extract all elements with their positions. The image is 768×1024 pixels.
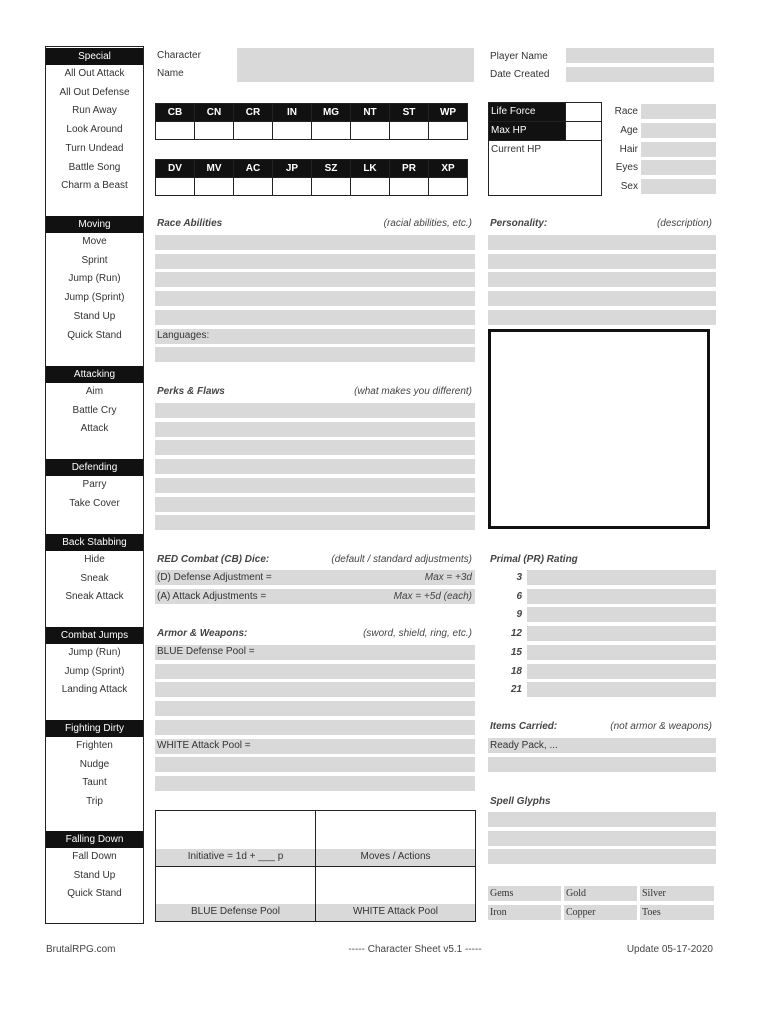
stat-value-cell[interactable] [390, 122, 429, 140]
primal-level: 12 [510, 628, 522, 640]
perk-flaw-row[interactable] [155, 478, 475, 493]
sidebar-action-item[interactable]: Turn Undead [65, 142, 124, 154]
bio-field[interactable] [641, 179, 716, 194]
attack-adjustment-label: (A) Attack Adjustments = [157, 591, 267, 602]
footer-site: BrutalRPG.com [46, 944, 116, 955]
bio-field[interactable] [641, 123, 716, 138]
sidebar-action-item[interactable]: Run Away [72, 105, 117, 117]
coin-label: Iron [490, 907, 507, 918]
armor-weapon-row[interactable] [155, 757, 475, 772]
stat-header: AC [234, 160, 273, 178]
stat-header: JP [273, 160, 312, 178]
race-ability-row[interactable] [155, 235, 475, 250]
sidebar-action-item[interactable]: Fall Down [72, 851, 117, 862]
coin-label: Gold [566, 888, 586, 899]
personality-title: Personality: [490, 218, 548, 229]
name-label: Name [157, 68, 184, 79]
stat-value-cell[interactable] [195, 122, 234, 140]
spell-glyphs-title: Spell Glyphs [490, 796, 551, 807]
combat-hint: (default / standard adjustments) [331, 554, 472, 565]
action-sidebar [45, 46, 144, 924]
initiative-label: Initiative = 1d + ___ p [187, 851, 284, 862]
sidebar-action-item[interactable]: Quick Stand [67, 329, 122, 341]
character-label: Character [157, 50, 201, 61]
portrait-frame[interactable] [488, 329, 710, 529]
personality-hint: (description) [656, 218, 712, 229]
character-name-field[interactable] [237, 48, 474, 82]
race-ability-row[interactable] [155, 291, 475, 306]
sidebar-action-item[interactable]: Move [82, 236, 107, 247]
blue-defense-pool-label: BLUE Defense Pool [191, 906, 280, 917]
bio-label: Hair [619, 143, 638, 155]
sidebar-action-item[interactable]: Taunt [82, 777, 107, 789]
stat-header: WP [429, 104, 468, 122]
perks-hint: (what makes you different) [354, 386, 472, 397]
stat-header: LK [351, 160, 390, 178]
combat-title: RED Combat (CB) Dice: [157, 554, 270, 565]
stat-value-cell[interactable] [429, 122, 468, 140]
primal-level: 3 [516, 572, 522, 583]
sidebar-section-header[interactable]: Defending [46, 459, 143, 476]
stat-value-cell[interactable] [273, 122, 312, 140]
bio-field[interactable] [641, 104, 716, 119]
stat-header: NT [351, 104, 390, 122]
perk-flaw-row[interactable] [155, 422, 475, 437]
current-hp-label: Current HP [491, 144, 542, 155]
sidebar-action-item[interactable]: Sprint [81, 254, 108, 266]
footer-update: Update 05-17-2020 [626, 944, 713, 955]
sidebar-action-item[interactable]: Sneak Attack [65, 591, 124, 603]
sidebar-action-item[interactable]: Stand Up [73, 310, 116, 322]
armor-title: Armor & Weapons: [157, 628, 248, 639]
stat-header: SZ [312, 160, 351, 178]
bio-label: Eyes [615, 162, 638, 174]
items-first-label: Ready Pack, ... [490, 740, 558, 751]
personality-row[interactable] [488, 272, 716, 287]
stat-value-cell[interactable] [156, 122, 195, 140]
stat-value-cell[interactable] [156, 178, 195, 196]
sidebar-action-item[interactable]: Sneak [80, 572, 109, 584]
items-title: Items Carried: [490, 721, 558, 732]
personality-row[interactable] [488, 291, 716, 306]
spell-row-1[interactable] [488, 812, 716, 827]
stat-header: MV [195, 160, 234, 178]
primal-level: 21 [510, 684, 522, 696]
white-attack-pool-label: WHITE Attack Pool [352, 906, 439, 917]
sidebar-section-header[interactable]: Fighting Dirty [46, 720, 143, 737]
sidebar-action-item[interactable]: All Out Defense [59, 86, 130, 98]
date-created-label: Date Created [490, 69, 550, 80]
coin-label: Copper [566, 907, 596, 918]
pool-boxes [155, 810, 476, 922]
sidebar-section-header[interactable]: Combat Jumps [46, 627, 143, 644]
stat-header: DV [156, 160, 195, 178]
sidebar-section-header[interactable]: Special [46, 48, 143, 65]
stat-value-cell[interactable] [234, 178, 273, 196]
primal-row[interactable] [527, 664, 716, 679]
primal-level: 18 [510, 665, 522, 677]
perk-flaw-row[interactable] [155, 459, 475, 474]
stat-header: CN [195, 104, 234, 122]
bio-label: Sex [620, 181, 638, 193]
sidebar-action-item[interactable]: Frighten [76, 740, 113, 751]
stat-value-cell[interactable] [195, 178, 234, 196]
stat-value-cell[interactable] [234, 122, 273, 140]
primal-row[interactable] [527, 607, 716, 622]
armor-weapon-row[interactable] [155, 776, 475, 791]
stat-header: CB [156, 104, 195, 122]
sidebar-action-item[interactable]: Take Cover [69, 497, 120, 509]
life-force-label: Life Force [491, 106, 536, 117]
primal-level: 15 [510, 646, 522, 658]
race-ability-row[interactable] [155, 272, 475, 287]
sidebar-action-item[interactable]: Jump (Sprint) [64, 665, 125, 677]
stats-grid-1 [155, 103, 468, 140]
stat-header: XP [429, 160, 468, 178]
stat-value-cell[interactable] [429, 178, 468, 196]
blue-pool-label: BLUE Defense Pool = [157, 646, 255, 657]
sidebar-action-item[interactable]: Hide [84, 554, 105, 565]
date-created-field[interactable] [566, 67, 714, 82]
stat-value-cell[interactable] [312, 178, 351, 196]
bio-label: Age [620, 124, 638, 136]
primal-level: 6 [516, 590, 522, 602]
primal-row[interactable] [527, 645, 716, 660]
stat-header: MG [312, 104, 351, 122]
sidebar-action-item[interactable]: All Out Attack [64, 68, 125, 79]
defense-adjustment-label: (D) Defense Adjustment = [157, 572, 272, 583]
primal-row[interactable] [527, 626, 716, 641]
sidebar-section-header[interactable]: Back Stabbing [46, 534, 143, 551]
player-name-field[interactable] [566, 48, 714, 63]
coin-label: Toes [642, 907, 661, 918]
sidebar-section-header[interactable]: Falling Down [46, 831, 143, 848]
primal-title: Primal (PR) Rating [490, 554, 578, 565]
armor-weapon-row[interactable] [155, 664, 475, 679]
stat-header: PR [390, 160, 429, 178]
armor-weapon-row[interactable] [155, 720, 475, 735]
white-pool-label: WHITE Attack Pool = [157, 740, 251, 751]
sidebar-section-header[interactable]: Attacking [46, 366, 143, 383]
coin-label: Silver [642, 888, 666, 899]
armor-hint: (sword, shield, ring, etc.) [363, 628, 472, 639]
spell-row-2[interactable] [488, 831, 716, 846]
life-box [488, 102, 602, 196]
bio-field[interactable] [641, 142, 716, 157]
perk-flaw-row[interactable] [155, 440, 475, 455]
race-ability-row[interactable] [155, 310, 475, 325]
stat-header: ST [390, 104, 429, 122]
stat-value-cell[interactable] [351, 178, 390, 196]
defense-max: Max = +3d [424, 572, 472, 583]
spell-row-3[interactable] [488, 849, 716, 864]
sidebar-action-item[interactable]: Charm a Beast [61, 180, 128, 192]
personality-row[interactable] [488, 235, 716, 250]
stat-value-cell[interactable] [312, 122, 351, 140]
items-row-2[interactable] [488, 757, 716, 772]
player-name-label: Player Name [490, 51, 548, 62]
sidebar-action-item[interactable]: Jump (Sprint) [64, 292, 125, 304]
bio-field[interactable] [641, 160, 716, 175]
stats-grid-2 [155, 159, 468, 196]
bio-label: Race [614, 106, 638, 117]
primal-row[interactable] [527, 682, 716, 697]
perk-flaw-row[interactable] [155, 515, 475, 530]
sidebar-section-header[interactable]: Moving [46, 216, 143, 233]
armor-weapon-row[interactable] [155, 682, 475, 697]
sidebar-action-item[interactable]: Quick Stand [67, 888, 122, 900]
sidebar-action-item[interactable]: Stand Up [73, 869, 116, 881]
race-ability-row[interactable] [155, 254, 475, 269]
stat-header: CR [234, 104, 273, 122]
items-hint: (not armor & weapons) [610, 721, 712, 732]
stat-header: IN [273, 104, 312, 122]
race-ability-row[interactable] [155, 347, 475, 362]
sidebar-action-item[interactable]: Nudge [79, 758, 110, 770]
languages-label: Languages: [157, 330, 210, 341]
sidebar-action-item[interactable]: Jump (Run) [68, 647, 121, 658]
sidebar-action-item[interactable]: Trip [86, 796, 103, 808]
coin-label: Gems [490, 888, 514, 899]
personality-row[interactable] [488, 310, 716, 325]
personality-row[interactable] [488, 254, 716, 269]
sidebar-action-item[interactable]: Jump (Run) [68, 273, 121, 285]
sidebar-action-item[interactable]: Landing Attack [61, 684, 128, 696]
perks-title: Perks & Flaws [157, 386, 225, 397]
sidebar-action-item[interactable]: Look Around [66, 124, 123, 136]
sidebar-action-item[interactable]: Battle Song [68, 161, 121, 173]
footer-version: ----- Character Sheet v5.1 ----- [348, 944, 482, 955]
armor-weapon-row[interactable] [155, 701, 475, 716]
perk-flaw-row[interactable] [155, 497, 475, 512]
sidebar-action-item[interactable]: Parry [82, 479, 107, 490]
sidebar-action-item[interactable]: Battle Cry [72, 404, 117, 416]
stat-value-cell[interactable] [351, 122, 390, 140]
perk-flaw-row[interactable] [155, 403, 475, 418]
attack-max: Max = +5d (each) [393, 591, 472, 602]
primal-level: 9 [516, 609, 522, 621]
sidebar-action-item[interactable]: Aim [85, 386, 104, 397]
moves-actions-label: Moves / Actions [360, 851, 431, 862]
stat-value-cell[interactable] [390, 178, 429, 196]
sidebar-action-item[interactable]: Attack [80, 423, 109, 435]
race-abilities-hint: (racial abilities, etc.) [383, 218, 472, 229]
stat-value-cell[interactable] [273, 178, 312, 196]
race-abilities-title: Race Abilities [157, 218, 223, 229]
primal-row[interactable] [527, 570, 716, 585]
primal-row[interactable] [527, 589, 716, 604]
max-hp-label: Max HP [491, 125, 527, 136]
